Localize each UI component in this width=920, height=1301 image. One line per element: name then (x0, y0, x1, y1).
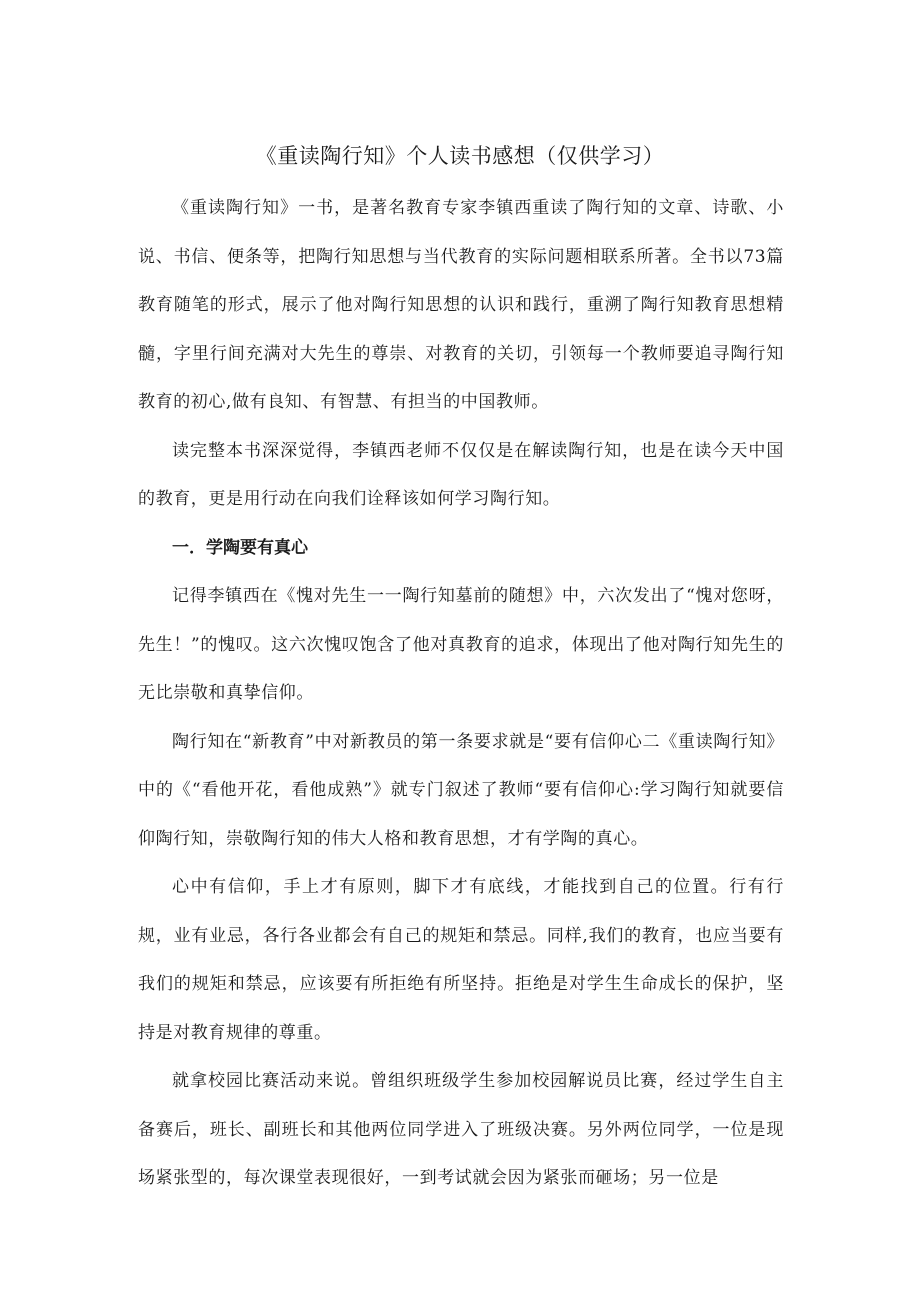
paragraph-section-3: 心中有信仰，手上才有原则，脚下才有底线，才能找到自己的位置。行有行规，业有业忌，各行各业都会有自己的规矩和禁忌。同样,我们的教育，也应当要有我们的规矩和禁忌，应该要有所拒绝有所坚持。拒绝是对学生生命成长的保护，坚持是对教育规律的尊重。 (138, 877, 784, 1043)
paragraph-section-2: 陶行知在“新教育”中对新教员的第一条要求就是“要有信仰心二《重读陶行知》中的《“看他开花，看他成熟”》就专门叙述了教师“要有信仰心:学习陶行知就要信仰陶行知，崇敬陶行知的伟大人格和教育思想，才有学陶的真心。 (138, 731, 784, 849)
paragraph-reflection: 读完整本书深深觉得，李镇西老师不仅仅是在解读陶行知，也是在读今天中国的教育，更是用行动在向我们诠释该如何学习陶行知。 (138, 440, 784, 509)
paragraph-intro: 《重读陶行知》一书，是著名教育专家李镇西重读了陶行知的文章、诗歌、小说、书信、便条等，把陶行知思想与当代教育的实际问题相联系所著。全书以73篇教育随笔的形式，展示了他对陶行知思想的认识和践行，重溯了陶行知教育思想精髓，字里行间充满对大先生的尊崇、对教育的关切，引领每一个教师要追寻陶行知教育的初心,做有良知、有智慧、有担当的中国教师。 (138, 198, 784, 412)
document-body (138, 184, 784, 1203)
paragraph-section-4: 就拿校园比赛活动来说。曾组织班级学生参加校园解说员比赛，经过学生自主备赛后，班长、副班长和其他两位同学进入了班级决赛。另外两位同学，一位是现场紧张型的，每次课堂表现很好，一到考试就会因为紧张而砸场；另一位是 (138, 1071, 784, 1188)
paragraph-section-1: 记得李镇西在《愧对先生一一陶行知墓前的随想》中，六次发出了“愧对您呀，先生！”的愧叹。这六次愧叹饱含了他对真教育的追求，体现出了他对陶行知先生的无比崇敬和真挚信仰。 (138, 586, 784, 703)
section-heading: 一．学陶要有真心 (172, 537, 308, 558)
document-title: 《重读陶行知》个人读书感想（仅供学习） (255, 144, 665, 168)
